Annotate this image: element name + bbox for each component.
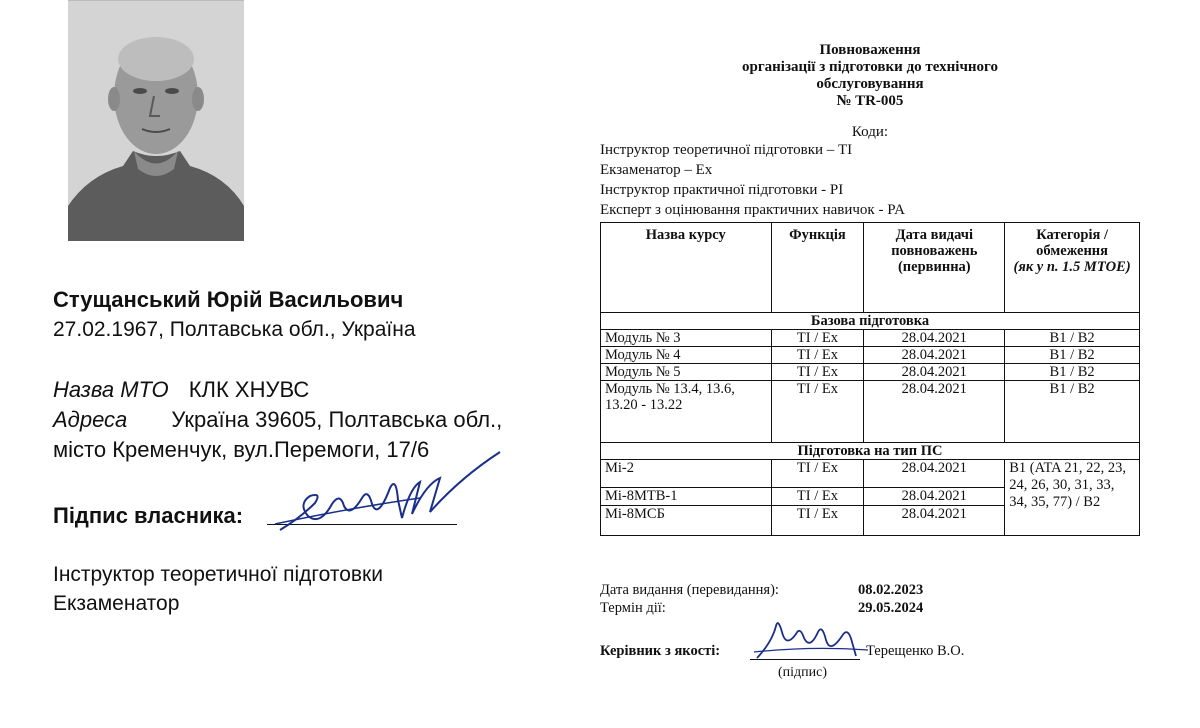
- section-row: [601, 443, 1140, 460]
- cell-function: TI / Ex: [771, 460, 864, 488]
- title-line-1: Повноваження: [819, 42, 921, 58]
- cell-category: B1 / B2: [1005, 347, 1140, 364]
- quality-manager-label: Керівник з якості:: [600, 643, 721, 659]
- signature-caption: (підпис): [778, 665, 828, 680]
- address-value: Україна 39605, Полтавська обл.,: [171, 407, 503, 432]
- cell-date: 28.04.2021: [864, 347, 1005, 364]
- table-row: [601, 364, 1140, 381]
- cell-category: B1 / B2: [1005, 381, 1140, 443]
- section-basic: Базова підготовка: [601, 313, 1140, 330]
- cell-date: 28.04.2021: [864, 506, 1005, 536]
- authorization-table: [600, 222, 1140, 536]
- title-line-3: обслуговування: [816, 76, 924, 92]
- mto-line: [53, 377, 309, 403]
- authorization-title: [640, 42, 1100, 110]
- table-row: [601, 347, 1140, 364]
- mto-label: Назва МТО: [53, 377, 169, 402]
- cell-course: Mi-8МСБ: [601, 506, 772, 536]
- cell-category: B1 / B2: [1005, 330, 1140, 347]
- issue-date-label: Дата видання (перевидання):: [600, 582, 779, 598]
- valid-value: 29.05.2024: [858, 600, 924, 616]
- code-ex: Екзаменатор – Ex: [600, 162, 713, 178]
- portrait-image: [68, 1, 244, 241]
- cell-date: 28.04.2021: [864, 460, 1005, 488]
- header-category: [1005, 223, 1140, 313]
- cell-function: TI / Ex: [771, 506, 864, 536]
- holder-photo: [68, 0, 244, 241]
- quality-manager-signature-image: [752, 612, 872, 668]
- mto-value: КЛК ХНУВС: [188, 377, 310, 402]
- holder-birth: 27.02.1967, Полтавська обл., Україна: [53, 318, 416, 341]
- cell-course: Модуль № 5: [601, 364, 772, 381]
- cell-category: B1 / B2: [1005, 364, 1140, 381]
- cell-function: TI / Ex: [771, 488, 864, 506]
- header-course: Назва курсу: [601, 223, 772, 313]
- section-row: [601, 313, 1140, 330]
- holder-role-1: Інструктор теоретичної підготовки: [53, 563, 383, 586]
- issue-date-value: 08.02.2023: [858, 582, 924, 598]
- cell-date: 28.04.2021: [864, 330, 1005, 347]
- address-label: Адреса: [53, 407, 128, 432]
- codes-title: Коди:: [851, 124, 889, 140]
- cell-course: Модуль № 13.4, 13.6, 13.20 - 13.22: [601, 381, 772, 443]
- cell-date: 28.04.2021: [864, 364, 1005, 381]
- cell-date: 28.04.2021: [864, 381, 1005, 443]
- table-row: [601, 330, 1140, 347]
- title-line-2: організації з підготовки до технічного: [742, 59, 998, 75]
- header-category-label: Категорія / обмеження: [1036, 227, 1109, 259]
- quality-manager-name: Терещенко В.О.: [866, 643, 965, 659]
- table-row: [601, 460, 1140, 488]
- address-line: [53, 407, 502, 433]
- header-function: Функція: [771, 223, 864, 313]
- valid-label: Термін дії:: [600, 600, 666, 616]
- cell-course: Модуль № 3: [601, 330, 772, 347]
- code-pa: Експерт з оцінювання практичних навичок - PA: [600, 202, 906, 218]
- cell-type-category: B1 (ATA 21, 22, 23, 24, 26, 30, 31, 33, 34, 35, 77) / B2: [1005, 460, 1140, 536]
- cell-date: 28.04.2021: [864, 488, 1005, 506]
- cell-course: Модуль № 4: [601, 347, 772, 364]
- cell-course: Mi-8МТВ-1: [601, 488, 772, 506]
- cell-function: TI / Ex: [771, 347, 864, 364]
- code-pi: Інструктор практичної підготовки - PI: [600, 182, 844, 198]
- table-header-row: [601, 223, 1140, 313]
- cell-function: TI / Ex: [771, 381, 864, 443]
- cell-function: TI / Ex: [771, 364, 864, 381]
- owner-signature-label: Підпис власника:: [53, 503, 244, 528]
- address-value-2: місто Кременчук, вул.Перемоги, 17/6: [53, 437, 430, 462]
- code-ti: Інструктор теоретичної підготовки – TI: [600, 142, 853, 158]
- header-category-note: (як у п. 1.5 МТОЕ): [1013, 259, 1131, 275]
- holder-role-2: Екзаменатор: [53, 592, 180, 615]
- header-date: Дата видачі повноважень (первинна): [864, 223, 1005, 313]
- table-row: [601, 381, 1140, 443]
- cell-course: Mi-2: [601, 460, 772, 488]
- cell-function: TI / Ex: [771, 330, 864, 347]
- authorization-number: № TR-005: [836, 93, 904, 109]
- owner-signature-image: [270, 448, 510, 538]
- section-type: Підготовка на тип ПС: [601, 443, 1140, 460]
- holder-name: Стущанський Юрій Васильович: [53, 287, 404, 312]
